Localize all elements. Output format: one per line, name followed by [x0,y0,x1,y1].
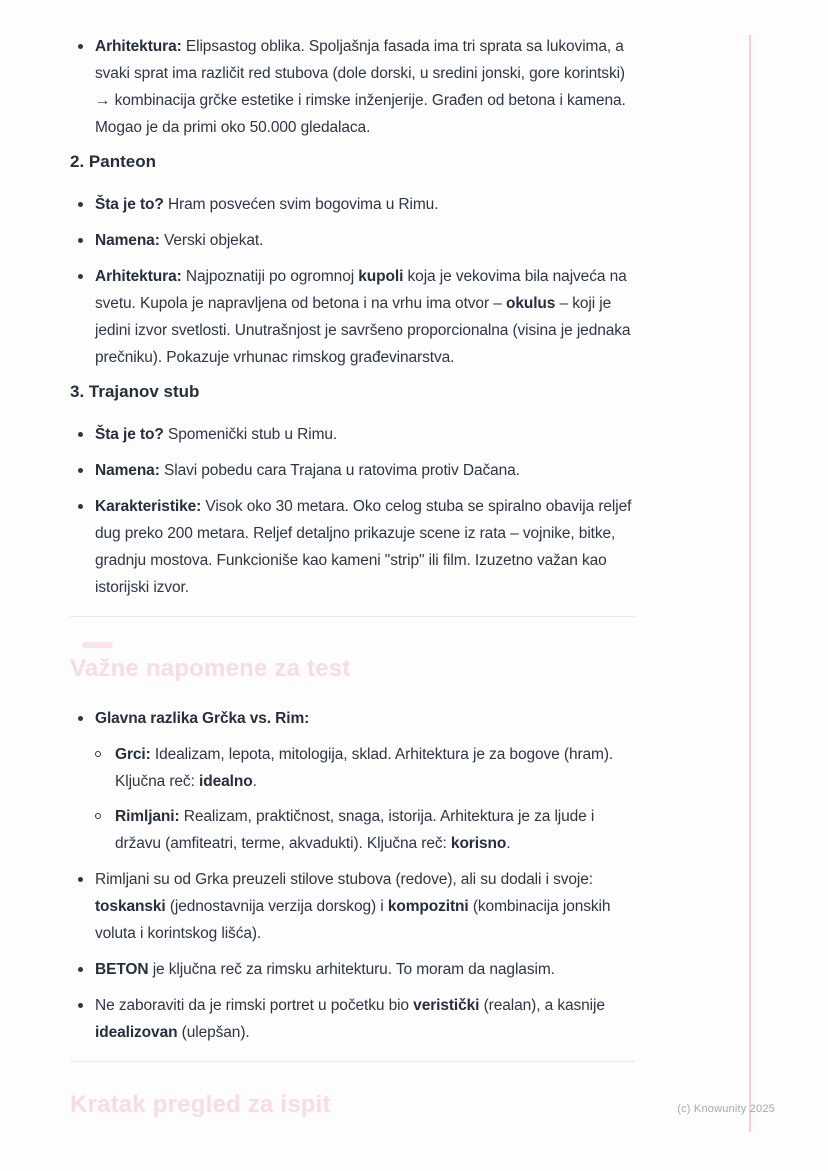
text-run: Ne zaboraviti da je rimski portret u početku bio [95,997,414,1014]
bullet-marker [78,238,83,243]
list-item-text [95,196,438,213]
list-item [70,493,635,601]
bullet-marker [78,967,83,972]
sub-list-item [95,741,635,795]
section-heading-panteon: 2. Panteon [70,152,156,171]
text-run: (realan), a kasnije [479,997,605,1014]
list-item-text [95,268,630,366]
bullet-marker [78,44,83,49]
comparison-sub-list [95,741,635,857]
bold-text-run: okulus [505,295,556,312]
section-divider [70,1061,635,1062]
notes-bullet-list [70,705,635,1046]
bullet-marker [78,274,83,279]
bold-text-run: Namena: [95,232,160,249]
bullet-marker [78,877,83,882]
sub-list-item [95,803,635,857]
bullet-marker [78,1003,83,1008]
bold-text-run: Šta je to? [95,426,164,443]
list-item [70,421,635,448]
bold-text-run: Arhitektura: [95,268,182,285]
bold-text-run: Šta je to? [95,196,164,213]
text-run: Visok oko 30 metara. Oko celog stuba se spiralno obavija reljef dug preko 200 metara. Reljef detaljno prikazuje scene iz rata – vojnike, bitke, gradnju mostova. Funkcioniše kao kameni "strip" ili film. Izuzetno važan kao istorijski izvor. [95,498,632,596]
bullet-marker [78,716,83,721]
list-item [70,263,635,371]
bullet-marker [78,504,83,509]
sub-bullet-marker [95,813,101,819]
list-item-text [95,38,626,136]
text-run: . [506,835,511,852]
list-item-text [95,426,337,443]
bold-text-run: BETON [95,961,149,978]
text-run: Idealizam, lepota, mitologija, sklad. Arhitektura je za bogove (hram). Ključna reč: [115,746,614,790]
list-item-text [95,232,263,249]
text-run: – koji je jedini izvor svetlosti. Unutrašnjost je savršeno proporcionalna (visina je jednaka prečniku). Pokazuje vrhunac rimskog građevinarstva. [95,295,631,366]
bold-text-run: Arhitektura: [95,38,182,55]
trajanov-stub-bullet-list [70,421,635,601]
text-run: Verski objekat. [159,232,264,249]
text-run: Najpoznatiji po ogromnoj [181,268,359,285]
list-item-text [95,462,520,479]
sub-list-item-text [115,808,594,852]
list-item [70,33,635,141]
section-heading-trajanov-stub: 3. Trajanov stub [70,382,200,401]
copyright-footer: (c) Knowunity 2025 [677,1103,775,1115]
list-item-text [95,498,631,596]
bold-text-run: Namena: [95,462,160,479]
text-run: Spomenički stub u Rimu. [163,426,338,443]
text-run: koja je vekovima bila najveća na svetu. Kupola je napravljena od betona i na vrhu ima otvor – [95,268,627,312]
page-edge-line [749,35,751,1132]
list-item [70,956,635,983]
bold-text-run: Rimljani: [115,808,180,825]
pink-highlight-bar [82,642,113,648]
bold-text-run: idealno [199,773,253,790]
sub-list-item-text [115,746,613,790]
list-item-text [95,997,605,1041]
text-run: Elipsastog oblika. Spoljašnja fasada ima tri sprata sa lukovima, a svaki sprat ima različit red stubova (dole dorski, u sredini jonski, gore korintski) → kombinacija grčke estetike i rimske inženjerije. Građen od betona i kamena. Mogao je da primi oko 50.000 gledalaca. [95,38,626,136]
text-run: . [252,773,257,790]
text-run: (kombinacija jonskih voluta i korintskog lišća). [95,898,611,942]
text-run: Realizam, praktičnost, snaga, istorija. Arhitektura je za ljude i državu (amfiteatri, terme, akvadukti). Ključna reč: [115,808,595,852]
list-item [70,992,635,1046]
bullet-marker [78,468,83,473]
text-run: Rimljani su od Grka preuzeli stilove stubova (redove), ali su dodali i svoje: [95,871,594,888]
panteon-bullet-list [70,191,635,371]
colosseum-bullet-list [70,33,635,141]
notes-section-heading: Važne napomene za test [70,655,351,682]
list-item [70,457,635,484]
bold-text-run: korisno [450,835,507,852]
bold-text-run: idealizovan [95,1024,178,1041]
bullet-marker [78,432,83,437]
text-run: Slavi pobedu cara Trajana u ratovima protiv Dačana. [159,462,520,479]
bold-text-run: kompozitni [387,898,469,915]
exam-overview-heading: Kratak pregled za ispit [70,1091,331,1118]
bold-text-run: veristički [413,997,480,1014]
sub-bullet-marker [95,751,101,757]
bold-text-run: Glavna razlika Grčka vs. Rim: [95,710,310,727]
list-item [70,866,635,947]
section-divider [70,616,635,617]
bold-text-run: kupoli [358,268,404,285]
text-run: (ulepšan). [177,1024,250,1041]
bold-text-run: Grci: [115,746,151,763]
text-run: je ključna reč za rimsku arhitekturu. To moram da naglasim. [148,961,555,978]
list-item [70,705,635,857]
list-item-text [95,961,555,978]
bold-text-run: Karakteristike: [95,498,202,515]
list-item [70,227,635,254]
list-item-text [95,871,610,942]
list-item [70,191,635,218]
bold-text-run: toskanski [95,898,166,915]
text-run: Hram posvećen svim bogovima u Rimu. [163,196,439,213]
list-item-text [95,710,309,727]
text-run: (jednostavnija verzija dorskog) i [165,898,388,915]
bullet-marker [78,202,83,207]
notes-content [70,0,635,1120]
